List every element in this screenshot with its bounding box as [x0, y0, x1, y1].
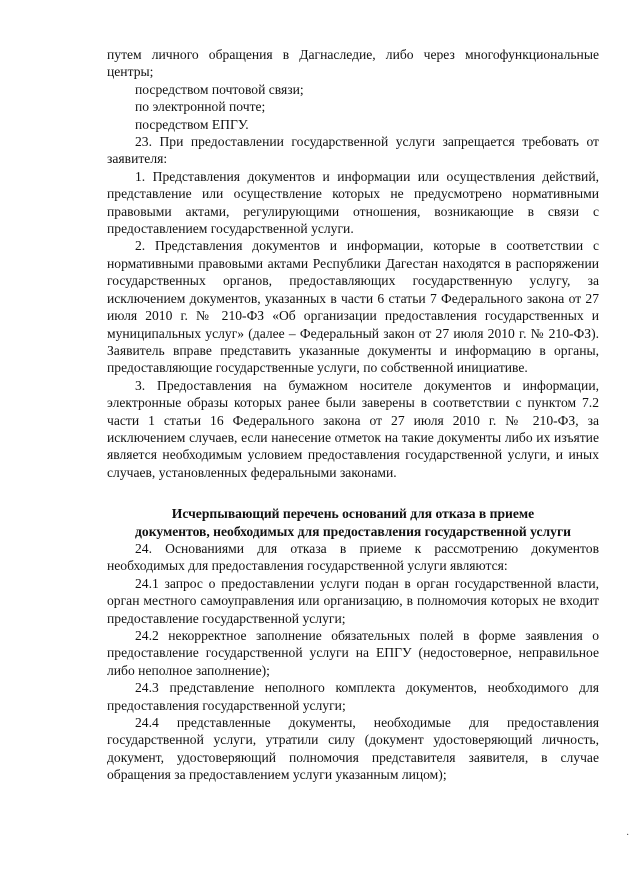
section-heading-line-2: документов, необходимых для предоставления государственной услуги — [135, 523, 571, 539]
paragraph-24-4: 24.4 представленные документы, необходимые для предоставления государственной услуги, утратили силу (документ удостоверяющий личность, документ, удостоверяющий полномочия представителя заявителя, в случае обращения за предоставлением услуги указанным лицом); — [107, 715, 599, 783]
paragraph-23: 23. При предоставлении государственной услуги запрещается требовать от заявителя: — [107, 134, 599, 167]
paragraph-24-2: 24.2 некорректное заполнение обязательных полей в форме заявления о предоставление государственной услуги на ЕПГУ (недостоверное, неправильное либо неполное заполнение); — [107, 628, 599, 678]
list-item-epgu: посредством ЕПГУ. — [135, 116, 249, 132]
list-item-email: по электронной почте; — [135, 99, 266, 115]
section-heading-line-1: Исчерпывающий перечень оснований для отказа в приеме — [171, 506, 535, 522]
paragraph-24-3: 24.3 представление неполного комплекта документов, необходимого для предоставления государственной услуги; — [107, 680, 599, 713]
paragraph-23-2: 2. Представления документов и информации, которые в соответствии с нормативными правовыми актами Республики Дагестан находятся в распоряжении государственных органов, предоставляющих государственную услугу, за исключением документов, указанных в части 6 статьи 7 Федерального закона от 27 июля 2010 г. № 210-ФЗ «Об организации предоставления государственных и муниципальных услуг» (далее – Федеральный закон от 27 июля 2010 г. № 210-ФЗ). Заявитель вправе представить указанные документы и информацию в органы, предоставляющие государственные услуги, по собственной инициативе. — [107, 238, 599, 376]
paragraph-24: 24. Основаниями для отказа в приеме к рассмотрению документов необходимых для предоставления государственной услуги являются: — [107, 540, 599, 574]
scan-speck: · — [626, 830, 630, 841]
paragraph-submission-methods: путем личного обращения в Дагнаследие, либо через многофункциональные центры; — [107, 47, 599, 80]
list-item-postal: посредством почтовой связи; — [135, 81, 304, 97]
paragraph-23-3: 3. Предоставления на бумажном носителе документов и информации, электронные образы которых ранее были заверены в соответствии с пунктом 7.2 части 1 статьи 16 Федерального закона от 27 июля 2010 г. № 210-ФЗ, за исключением случаев, если нанесение отметок на такие документы либо их изъятие является необходимым условием предоставления государственной услуги, и иных случаев, установленных федеральными законами. — [107, 377, 599, 480]
paragraph-24-1: 24.1 запрос о предоставлении услуги подан в орган государственной власти, орган местного самоуправления или организацию, в полномочия которых не входит предоставление государственной услуги; — [107, 575, 599, 626]
section-heading — [107, 505, 599, 540]
paragraph-23-1: 1. Представления документов и информации или осуществления действий, представление или осуществление которых не предусмотрено нормативными правовыми актами, регулирующими отношения, возникающие в связи с предоставлением государственной услуги. — [107, 168, 599, 237]
document-page — [107, 46, 599, 784]
